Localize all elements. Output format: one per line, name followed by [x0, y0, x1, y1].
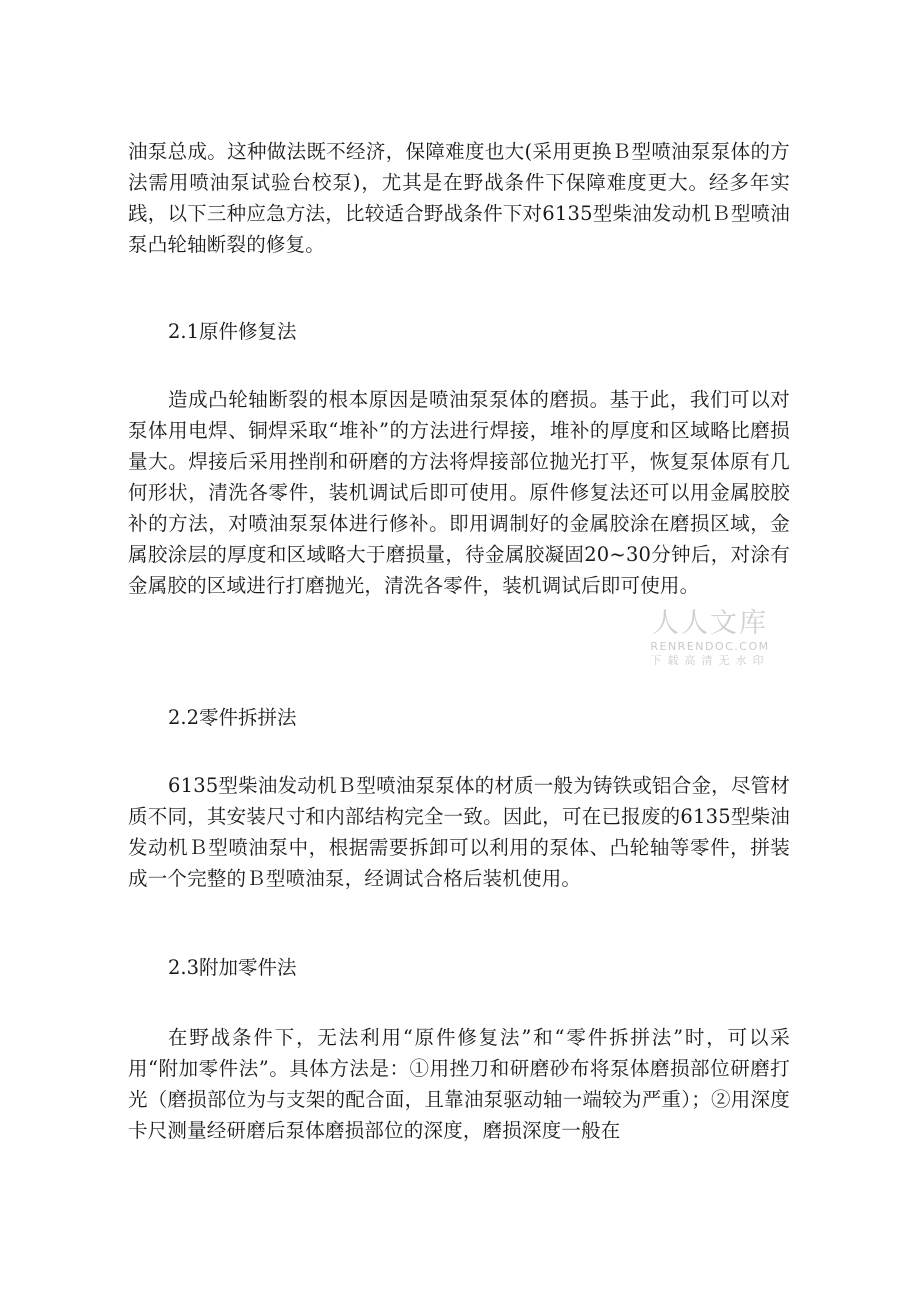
watermark-title: 人人文库: [652, 608, 768, 639]
watermark: [646, 608, 774, 668]
section-heading-2-2: 2.2零件拆拼法: [168, 706, 297, 729]
section-heading-2-1: 2.1原件修复法: [168, 320, 297, 343]
watermark-site: RENRENDOC.COM: [650, 640, 770, 653]
paragraph-3: 6135型柴油发动机Ｂ型喷油泵泵体的材质一般为铸铁或铝合金，尽管材质不同，其安装尺寸和内部结构完全一致。因此，可在已报废的6135型柴油发动机Ｂ型喷油泵中，根据需要拆卸可以利用的泵体、凸轮轴等零件，拼装成一个完整的Ｂ型喷油泵，经调试合格后装机使用。: [128, 774, 790, 890]
paragraph-1: 油泵总成。这种做法既不经济，保障难度也大(采用更换Ｂ型喷油泵泵体的方法需用喷油泵试验台校泵)，尤其是在野战条件下保障难度更大。经多年实践，以下三种应急方法，比较适合野战条件下对6135型柴油发动机Ｂ型喷油泵凸轮轴断裂的修复。: [128, 140, 790, 256]
watermark-subtitle: 下载高清无水印: [650, 654, 770, 667]
paragraph-4: 在野战条件下，无法利用“原件修复法”和“零件拆拼法”时，可以采用“附加零件法”。具体方法是：①用挫刀和研磨砂布将泵体磨损部位研磨打光（磨损部位为与支架的配合面，且靠油泵驱动轴一端较为严重）；②用深度卡尺测量经研磨后泵体磨损部位的深度，磨损深度一般在: [128, 1026, 790, 1142]
section-heading-2-3: 2.3附加零件法: [168, 956, 297, 979]
paragraph-2: 造成凸轮轴断裂的根本原因是喷油泵泵体的磨损。基于此，我们可以对泵体用电焊、铜焊采取“堆补”的方法进行焊接，堆补的厚度和区域略比磨损量大。焊接后采用挫削和研磨的方法将焊接部位抛光打平，恢复泵体原有几何形状，清洗各零件，装机调试后即可使用。原件修复法还可以用金属胶胶补的方法，对喷油泵泵体进行修补。即用调制好的金属胶涂在磨损区域，金属胶涂层的厚度和区域略大于磨损量，待金属胶凝固20~30分钟后，对涂有金属胶的区域进行打磨抛光，清洗各零件，装机调试后即可使用。: [128, 388, 790, 597]
